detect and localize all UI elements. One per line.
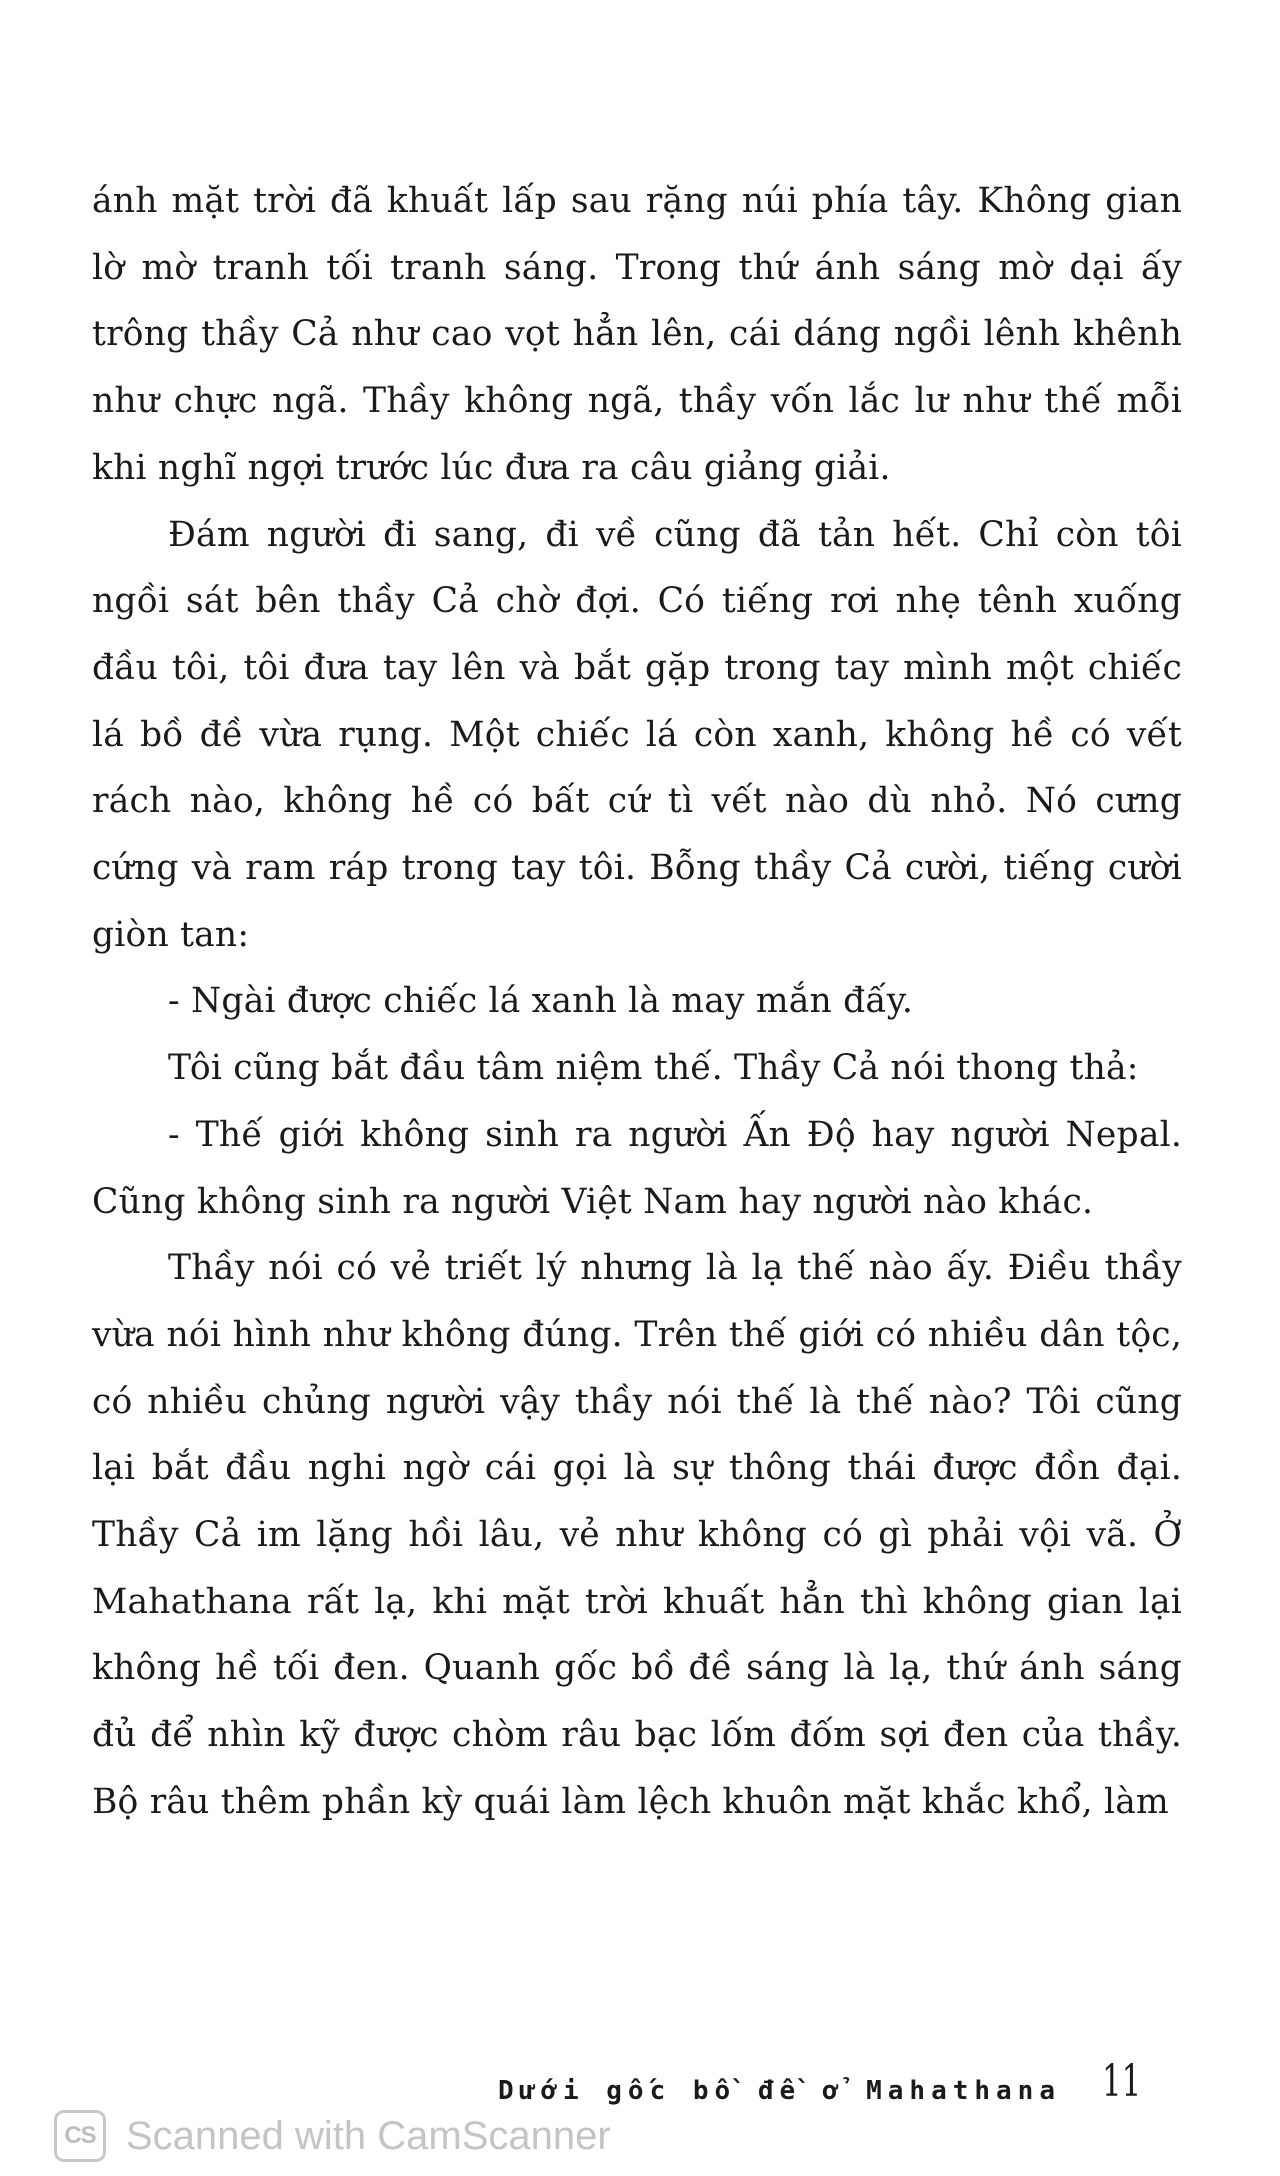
paragraph: Đám người đi sang, đi về cũng đã tản hết. Chỉ còn tôi ngồi sát bên thầy Cả chờ đợi. Có tiếng rơi nhẹ tênh xuống đầu tôi, tôi đưa tay lên và bắt gặp trong tay mình một chiếc lá bồ đề vừa rụng. Một chiếc lá còn xanh, không hề có vết rách nào, không hề có bất cứ tì vết nào dù nhỏ. Nó cưng cứng và ram ráp trong tay tôi. Bỗng thầy Cả cười, tiếng cười giòn tan: [92, 514, 1182, 955]
page-number: 11 [1102, 2056, 1142, 2107]
paragraph: Tôi cũng bắt đầu tâm niệm thế. Thầy Cả nói thong thả: [168, 1048, 1139, 1089]
paragraph-continuation: ánh mặt trời đã khuất lấp sau rặng núi phía tây. Không gian lờ mờ tranh tối tranh sáng. Trong thứ ánh sáng mờ dại ấy trông thầy Cả như cao vọt hẳn lên, cái dáng ngồi lênh khênh như chực ngã. Thầy không ngã, thầy vốn lắc lư như thế mỗi khi nghĩ ngợi trước lúc đưa ra câu giảng giải. [92, 181, 1182, 488]
dialogue-line: - Thế giới không sinh ra người Ấn Độ hay người Nepal. Cũng không sinh ra người Việt Nam hay người nào khác. [92, 1114, 1182, 1222]
paragraph: Thầy nói có vẻ triết lý nhưng là lạ thế nào ấy. Điều thầy vừa nói hình như không đúng. Trên thế giới có nhiều dân tộc, có nhiều chủng người vậy thầy nói thế là thế nào? Tôi cũng lại bắt đầu nghi ngờ cái gọi là sự thông thái được đồn đại. Thầy Cả im lặng hồi lâu, vẻ như không có gì phải vội vã. Ở Mahathana rất lạ, khi mặt trời khuất hẳn thì không gian lại không hề tối đen. Quanh gốc bồ đề sáng là lạ, thứ ánh sáng đủ để nhìn kỹ được chòm râu bạc lốm đốm sợi đen của thầy. Bộ râu thêm phần kỳ quái làm lệch khuôn mặt khắc khổ, làm [92, 1248, 1182, 1822]
running-footer-title: Dưới gốc bồ đề ở Mahathana [498, 2076, 1061, 2106]
dialogue-line: - Ngài được chiếc lá xanh là may mắn đấy. [168, 981, 913, 1022]
camscanner-watermark [54, 2104, 611, 2168]
body-text [92, 168, 1182, 1836]
camscanner-logo-icon: CS [54, 2110, 106, 2162]
watermark-text: Scanned with CamScanner [126, 2113, 611, 2158]
